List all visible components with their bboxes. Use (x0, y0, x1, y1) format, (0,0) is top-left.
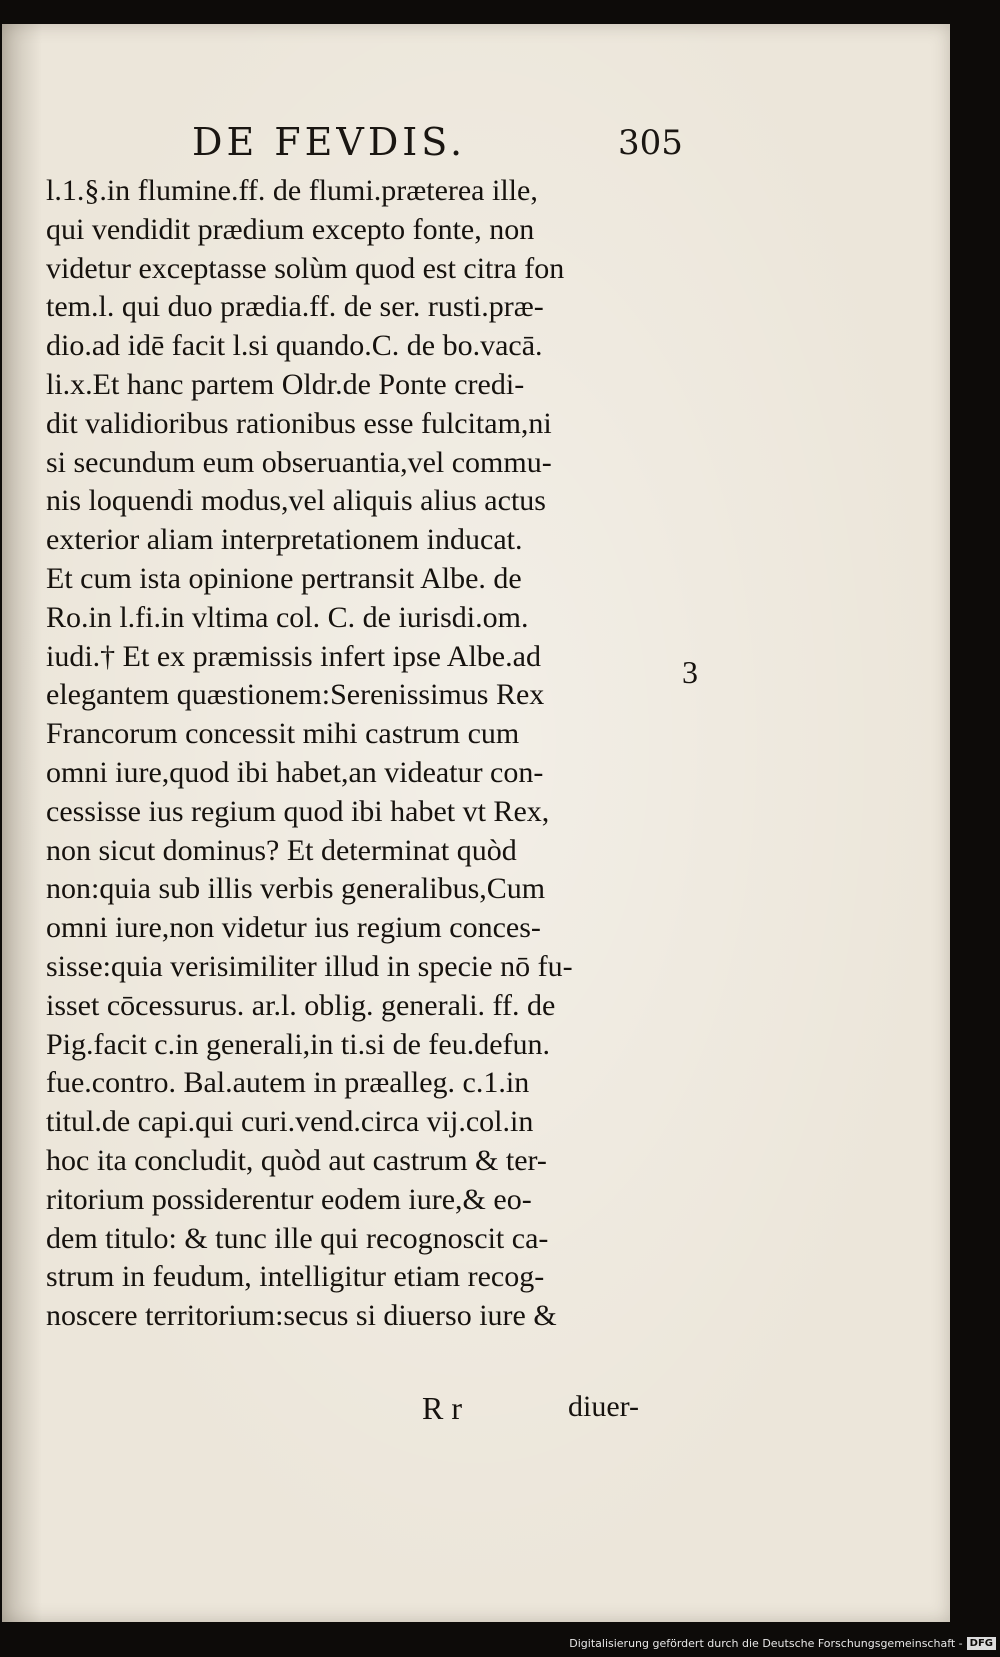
dfg-logo-icon: DFG (967, 1637, 996, 1650)
text-line: non:quia sub illis verbis generalibus,Cum (46, 872, 546, 906)
text-line: strum in feudum, intelligitur etiam recog- (46, 1260, 545, 1294)
text-line: cessisse ius regium quod ibi habet vt Rex, (46, 794, 550, 828)
text-line: non sicut dominus? Et determinat quòd (46, 833, 517, 867)
text-line: Francorum concessit mihi castrum cum (46, 717, 520, 751)
signature-mark: R r (422, 1390, 462, 1426)
marginal-note: 3 (682, 654, 698, 690)
text-line: qui vendidit prædium excepto fonte, non (46, 212, 535, 246)
text-line: isset cōcessurus. ar.l. oblig. generali. ff. de (46, 988, 556, 1022)
text-line: Et cum ista opinione pertransit Albe. de (46, 561, 522, 595)
credit-text: Digitalisierung gefördert durch die Deutsche Forschungsgemeinschaft - (569, 1636, 963, 1650)
catchword: diuer- (568, 1390, 640, 1423)
text-line: fue.contro. Bal.autem in præalleg. c.1.in (46, 1066, 530, 1100)
book-page (2, 24, 950, 1622)
page-number: 305 (618, 123, 683, 163)
text-line: omni iure,non videtur ius regium conces- (46, 911, 541, 945)
text-line: Ro.in l.fi.in vltima col. C. de iurisdi.om. (46, 600, 529, 634)
text-line: hoc ita concludit, quòd aut castrum & ter- (46, 1143, 547, 1177)
text-line: Pig.facit c.in generali,in ti.si de feu.defun. (46, 1027, 551, 1061)
text-line: ritorium possiderentur eodem iure,& eo- (46, 1182, 532, 1216)
text-line: dit validioribus rationibus esse fulcitam,ni (46, 406, 552, 440)
text-line: l.1.§.in flumine.ff. de flumi.præterea ille, (46, 174, 538, 207)
footer-credit (569, 1633, 996, 1653)
text-line: videtur exceptasse solùm quod est citra fon (46, 251, 565, 285)
text-line: tem.l. qui duo prædia.ff. de ser. rusti.præ- (46, 290, 544, 324)
text-line: si secundum eum obseruantia,vel commu- (46, 445, 552, 479)
text-line: exterior aliam interpretationem inducat. (46, 523, 523, 557)
text-line: iudi.† Et ex præmissis infert ipse Albe.ad (46, 639, 541, 673)
text-line: omni iure,quod ibi habet,an videatur con- (46, 755, 544, 789)
text-line: sisse:quia verisimiliter illud in specie nō fu- (46, 949, 573, 983)
text-line: dem titulo: & tunc ille qui recognoscit ca- (46, 1221, 549, 1255)
text-line: noscere territorium:secus si diuerso iure & (46, 1299, 557, 1333)
text-line: dio.ad idē facit l.si quando.C. de bo.vacā. (46, 329, 543, 363)
text-line: nis loquendi modus,vel aliquis alius actus (46, 484, 546, 518)
body-text (46, 172, 686, 1336)
text-line: titul.de capi.qui curi.vend.circa vij.col.in (46, 1105, 534, 1139)
running-header: DE FEVDIS. (192, 120, 467, 164)
text-line: elegantem quæstionem:Serenissimus Rex (46, 678, 545, 712)
text-line: li.x.Et hanc partem Oldr.de Ponte credi- (46, 367, 525, 401)
